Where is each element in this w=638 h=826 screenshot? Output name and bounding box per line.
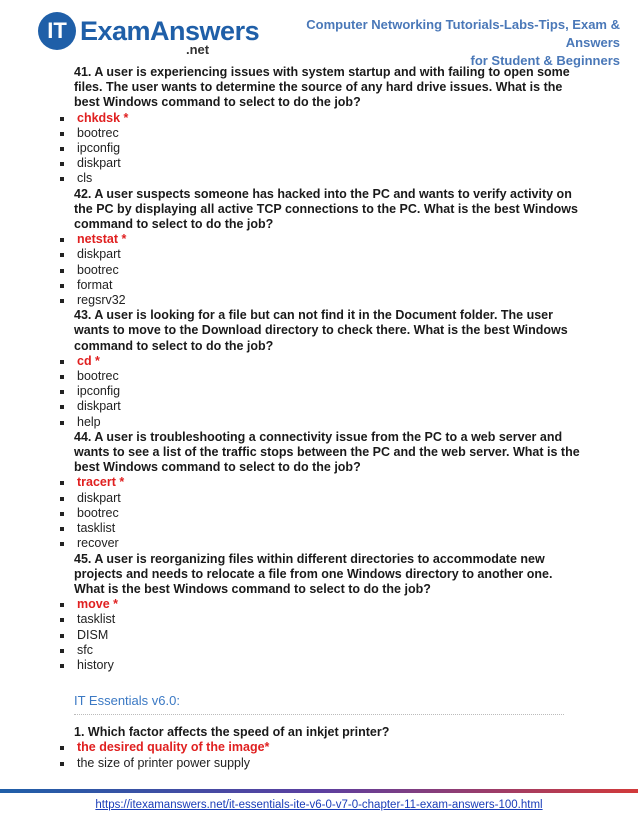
answer-option: the size of printer power supply	[60, 756, 580, 771]
answer-option: diskpart	[60, 491, 580, 506]
answer-option: sfc	[60, 643, 580, 658]
answer-option: diskpart	[60, 399, 580, 414]
answer-option: DISM	[60, 628, 580, 643]
answer-option: tasklist	[60, 521, 580, 536]
logo-tld: .net	[186, 42, 210, 57]
question-list	[60, 65, 580, 673]
footer-divider	[0, 789, 638, 793]
correct-answer-option: the desired quality of the image*	[60, 740, 580, 755]
answer-options	[60, 597, 580, 673]
question-text: 42. A user suspects someone has hacked into the PC and wants to verify activity on the PC by displaying all active TCP connections to the PC. What is the best Windows command to select to do the job?	[74, 186, 578, 232]
logo-it-badge: IT	[38, 12, 76, 50]
answer-option: bootrec	[60, 126, 580, 141]
section-title: IT Essentials v6.0:	[74, 693, 180, 709]
question-block	[60, 430, 580, 552]
answer-option: tasklist	[60, 612, 580, 627]
answer-option: bootrec	[60, 506, 580, 521]
question-block	[60, 187, 580, 309]
site-tagline	[290, 16, 620, 70]
correct-answer-option: chkdsk *	[60, 111, 580, 126]
answer-option: ipconfig	[60, 141, 580, 156]
answer-option: bootrec	[60, 369, 580, 384]
answer-option: bootrec	[60, 263, 580, 278]
document-body	[60, 65, 580, 771]
question-text: 44. A user is troubleshooting a connectivity issue from the PC to a web server and wants to see a list of the traffic stops between the PC and the web server. What is the best Windows command to select to do the job?	[74, 429, 580, 475]
question-block	[60, 725, 580, 771]
question-block	[60, 552, 580, 674]
answer-option: help	[60, 415, 580, 430]
page-header	[0, 0, 638, 68]
answer-option: format	[60, 278, 580, 293]
answer-option: diskpart	[60, 247, 580, 262]
correct-answer-option: netstat *	[60, 232, 580, 247]
section-question-list	[60, 725, 580, 771]
question-block	[60, 308, 580, 430]
logo-name: ExamAnswers	[80, 16, 260, 46]
question-text: 41. A user is experiencing issues with system startup and with failing to open some files. The user wants to determine the source of any hard drive issues. What is the best Windows command to select to do the job?	[74, 65, 570, 110]
answer-option: diskpart	[60, 156, 580, 171]
question-block	[60, 65, 580, 187]
section-divider	[74, 714, 564, 715]
answer-options	[60, 232, 580, 308]
answer-options	[60, 354, 580, 430]
answer-option: recover	[60, 536, 580, 551]
answer-options	[60, 111, 580, 187]
correct-answer-option: move *	[60, 597, 580, 612]
tagline-line-2: for Student & Beginners	[470, 53, 620, 68]
question-text: 45. A user is reorganizing files within different directories to accommodate new projects and needs to relocate a file from one Windows directory to another one. What is the best Windows command to select to do the job?	[74, 551, 553, 596]
tagline-line-1: Computer Networking Tutorials-Labs-Tips, Exam & Answers	[306, 17, 620, 50]
question-text: 43. A user is looking for a file but can not find it in the Document folder. The user wants to move to the Download directory to check there. What is the best Windows command to select to do the job?	[74, 308, 568, 353]
answer-options	[60, 475, 580, 551]
footer-url-link[interactable]: https://itexamanswers.net/it-essentials-ite-v6-0-v7-0-chapter-11-exam-answers-100.html	[95, 799, 543, 811]
correct-answer-option: cd *	[60, 354, 580, 369]
answer-option: ipconfig	[60, 384, 580, 399]
answer-options	[60, 740, 580, 770]
correct-answer-option: tracert *	[60, 475, 580, 490]
answer-option: cls	[60, 171, 580, 186]
site-logo[interactable]	[38, 12, 260, 57]
answer-option: regsrv32	[60, 293, 580, 308]
question-text: 1. Which factor affects the speed of an inkjet printer?	[74, 725, 390, 740]
answer-option: history	[60, 658, 580, 673]
